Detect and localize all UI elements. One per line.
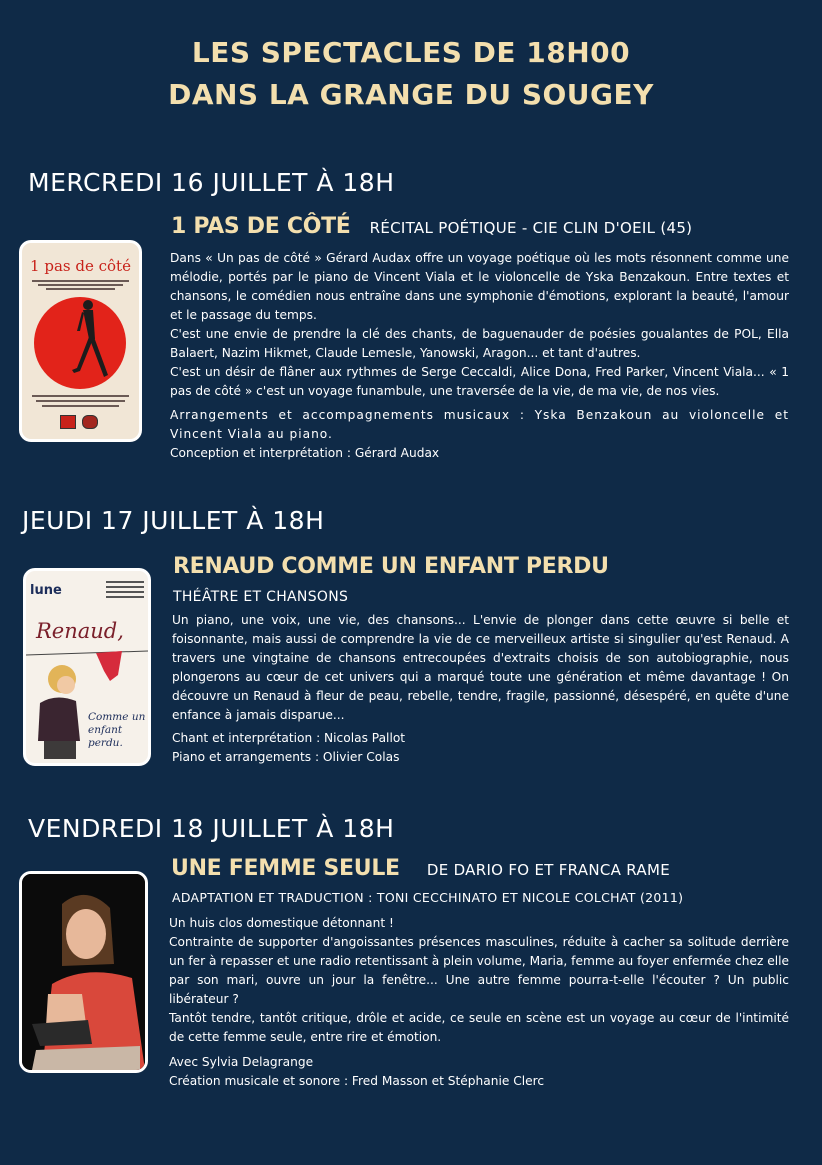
show-credits-3 xyxy=(169,1053,789,1091)
poster-renaud xyxy=(23,568,151,766)
poster-logo-2 xyxy=(82,415,98,429)
show-genre: THÉÂTRE ET CHANSONS xyxy=(173,589,349,605)
credit-line: Avec Sylvia Delagrange xyxy=(169,1055,314,1069)
credit-line: Conception et interprétation : Gérard Audax xyxy=(170,446,440,460)
poster-logo-1 xyxy=(60,415,76,429)
paragraph: Tantôt tendre, tantôt critique, drôle et acide, ce seule en scène est un voyage au cœur de l'intimité de cette femme seule, entre rire et émotion. xyxy=(169,1011,789,1044)
show-description-1 xyxy=(170,249,789,401)
poster-brand: lune xyxy=(30,583,62,598)
show-title: UNE FEMME SEULE xyxy=(171,856,400,881)
title-line-2: DANS LA GRANGE DU SOUGEY xyxy=(168,78,654,111)
poster-title: 1 pas de côté xyxy=(30,257,131,275)
poster-credits-text xyxy=(106,581,144,598)
show-adaptation: ADAPTATION ET TRADUCTION : TONI CECCHINATO ET NICOLE COLCHAT (2011) xyxy=(172,890,684,905)
paragraph: Un piano, une voix, une vie, des chansons... L'envie de plonger dans cette œuvre si belle et foisonnante, mais aussi de comprendre la vie de ce merveilleux artiste si singulier qu'est Renaud. A travers une vingtaine de chansons entrecoupées d'extraits choisis de son autobiographie, nous plongerons au cœur de cet univers qui a marqué toute une génération et même davantage ! On découvre un Renaud à fleur de peau, rebelle, tendre, fragile, passionné, désespéré, en quête d'une enfance à jamais disparue... xyxy=(172,613,789,722)
poster-credits-text xyxy=(32,395,129,407)
paragraph: Un huis clos domestique détonnant ! xyxy=(169,916,394,930)
show-header-1 xyxy=(171,214,692,239)
poster-small-text xyxy=(32,279,129,291)
day-heading-2: JEUDI 17 JUILLET À 18H xyxy=(22,506,325,535)
credit-line: Création musicale et sonore : Fred Masson et Stéphanie Clerc xyxy=(169,1074,545,1088)
show-subtitle: RÉCITAL POÉTIQUE - CIE CLIN D'OEIL (45) xyxy=(369,219,693,237)
show-description-2 xyxy=(172,611,789,725)
day-heading-1: MERCREDI 16 JUILLET À 18H xyxy=(28,168,395,197)
title-line-1: LES SPECTACLES DE 18H00 xyxy=(191,36,631,69)
show-title: RENAUD COMME UN ENFANT PERDU xyxy=(173,554,609,579)
poster-title: Renaud, xyxy=(36,619,124,643)
show-header-2 xyxy=(173,554,609,579)
show-credits-2 xyxy=(172,729,789,767)
paragraph: Contrainte de supporter d'angoissantes présences masculines, réduite à cacher sa solitude derrière un fer à repasser et une radio retentissant à plein volume, Maria, femme au foyer enfermée chez elle par son mari, ouvre un jour la fenêtre... Une autre femme pourra-t-elle l'écouter ? Un public libérateur ? xyxy=(169,935,789,1006)
photo-woman-ironing xyxy=(22,874,145,1070)
poster-1-pas-de-cote xyxy=(19,240,142,442)
poster-subtitle: Comme un enfant perdu. xyxy=(88,711,146,749)
credit-line: Chant et interprétation : Nicolas Pallot xyxy=(172,731,406,745)
show-credits-1 xyxy=(170,406,789,463)
show-description-3 xyxy=(169,914,789,1047)
paragraph: C'est une envie de prendre la clé des chants, de baguenauder de poésies goualantes de POL, Ella Balaert, Nazim Hikmet, Claude Lemesle, Yanowski, Aragon... et tant d'autres. xyxy=(170,327,789,360)
poster-red-circle-illustration xyxy=(22,291,139,391)
credit-line: Arrangements et accompagnements musicaux : Yska Benzakoun au violoncelle et Vincent Viala au piano. xyxy=(170,408,789,441)
photo-une-femme-seule xyxy=(19,871,148,1073)
page-title xyxy=(0,32,822,116)
paragraph: C'est un désir de flâner aux rythmes de Serge Ceccaldi, Alice Dona, Fred Parker, Vincent Viala... « 1 pas de côté » c'est un voyage funambule, une traversée de la vie, de ma vie, de nos vies. xyxy=(170,365,789,398)
credit-line: Piano et arrangements : Olivier Colas xyxy=(172,750,400,764)
paragraph: Dans « Un pas de côté » Gérard Audax offre un voyage poétique où les mots résonnent comme une mélodie, portés par le piano de Vincent Viala et le violoncelle de Yska Benzakoun. Entre textes et chansons, le comédien nous entraîne dans une symphonie d'émotions, explorant la beauté, l'amour et le passage du temps. xyxy=(170,251,789,322)
show-subtitle: DE DARIO FO ET FRANCA RAME xyxy=(426,861,670,879)
day-heading-3: VENDREDI 18 JUILLET À 18H xyxy=(28,814,395,843)
show-header-3 xyxy=(171,856,670,881)
show-title: 1 PAS DE CÔTÉ xyxy=(171,214,351,239)
